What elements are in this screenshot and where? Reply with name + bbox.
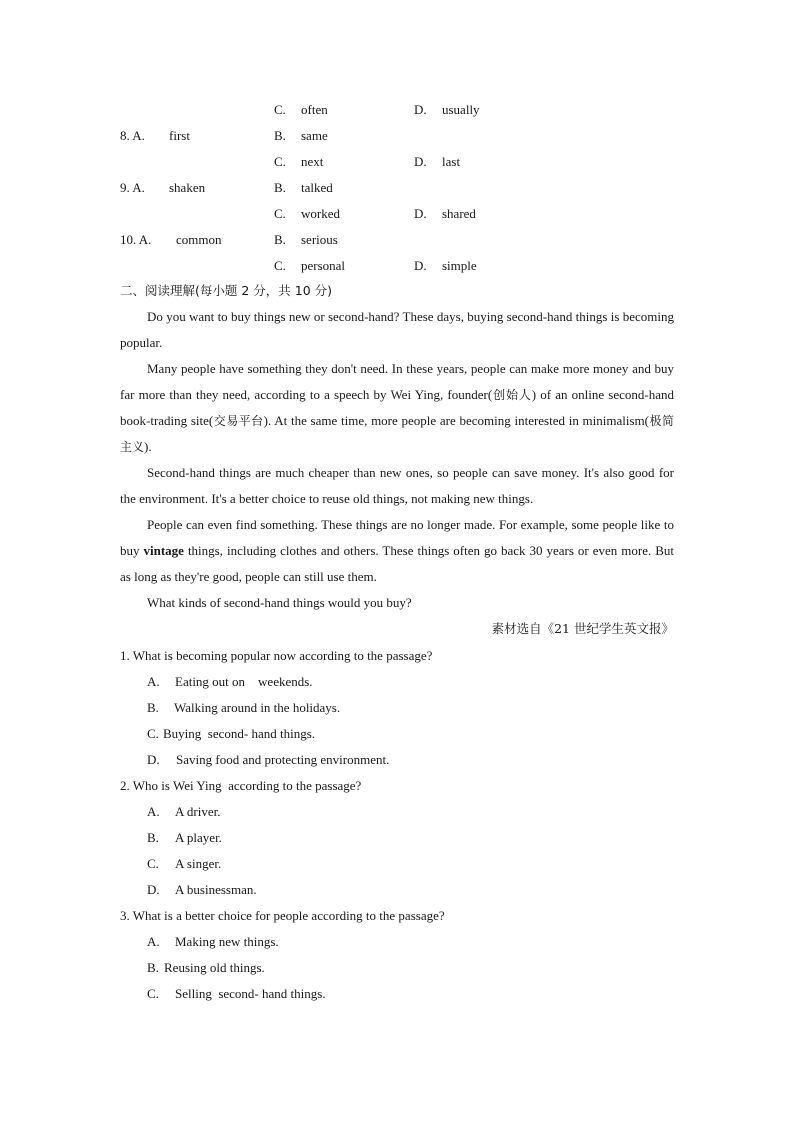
option-letter: C. (274, 154, 286, 169)
option-text: simple (442, 258, 477, 273)
passage-text: ). At the same time, more people are becoming interested in minimalism( (263, 413, 650, 428)
question-number: 9. A. (120, 180, 145, 195)
passage-paragraph-3: Second-hand things are much cheaper than new ones, so people can save money. It's also good for the environment. It's a better choice to reuse old things, not making new things. (120, 465, 674, 506)
option-text: shared (442, 206, 476, 221)
passage-source: 素材选自《21 世纪学生英文报》 (491, 621, 674, 636)
option-text: common (176, 232, 222, 247)
option-letter: C. (274, 206, 286, 221)
passage-paragraph-4 (120, 512, 674, 590)
passage-paragraph-2 (120, 356, 674, 460)
option-letter: D. (414, 258, 427, 273)
option-text: Eating out on weekends. (175, 674, 313, 689)
option-text: worked (301, 206, 340, 221)
question-stem: 3. What is a better choice for people according to the passage? (120, 908, 445, 923)
option-text: next (301, 154, 324, 169)
passage-paragraph-5: What kinds of second-hand things would you buy? (147, 595, 412, 610)
option-letter: B. (274, 180, 286, 195)
option-letter: D. (414, 206, 427, 221)
option-letter: C. (274, 258, 286, 273)
passage-text: ) of an online second-hand book-trading site( (120, 387, 674, 428)
question-number: 8. A. (120, 128, 145, 143)
option-text: usually (442, 102, 480, 117)
question-number: 10. A. (120, 232, 152, 247)
option-letter: C. (274, 102, 286, 117)
option-text: A businessman. (175, 882, 257, 897)
passage-bold-word: vintage (143, 543, 184, 558)
option-letter: B. (147, 960, 159, 975)
option-letter: D. (147, 752, 160, 767)
option-text: A player. (175, 830, 222, 845)
option-letter: B. (147, 700, 159, 715)
passage-text: People can even find something. These things are no longer made. For example, some people like to buy (120, 517, 674, 558)
option-letter: D. (414, 102, 427, 117)
option-text: Selling second- hand things. (175, 986, 326, 1001)
passage-gloss: 极简主义 (120, 414, 674, 454)
passage-gloss: 交易平台 (213, 414, 264, 428)
passage-text: ). (144, 439, 152, 454)
passage-paragraph-1: Do you want to buy things new or second-hand? These days, buying second-hand things is becoming popular. (120, 309, 674, 350)
passage-text: Many people have something they don't need. In these years, people can make more money and buy far more than they need, according to a speech by Wei Ying, founder( (120, 361, 674, 402)
question-stem: 1. What is becoming popular now according to the passage? (120, 648, 433, 663)
passage-gloss: 创始人 (492, 388, 532, 402)
option-text: Making new things. (175, 934, 279, 949)
option-text: shaken (169, 180, 206, 195)
option-text: serious (301, 232, 338, 247)
option-text: A driver. (175, 804, 221, 819)
option-letter: A. (147, 934, 160, 949)
option-letter: B. (274, 128, 286, 143)
option-letter: C. (147, 856, 159, 871)
option-text: Buying second- hand things. (163, 726, 316, 741)
option-letter: C. (147, 986, 159, 1001)
option-text: personal (301, 258, 346, 273)
option-text: last (442, 154, 461, 169)
option-text: Walking around in the holidays. (174, 700, 341, 715)
option-text: Saving food and protecting environment. (176, 752, 390, 767)
option-letter: D. (414, 154, 427, 169)
option-text: Reusing old things. (164, 960, 265, 975)
option-letter: D. (147, 882, 160, 897)
section-heading: 二、阅读理解(每小题 2 分，共 10 分) (120, 283, 333, 298)
option-text: A singer. (175, 856, 222, 871)
option-text: first (169, 128, 190, 143)
option-letter: A. (147, 804, 160, 819)
option-text: often (301, 102, 328, 117)
option-text: same (301, 128, 328, 143)
passage-text: things, including clothes and others. These things often go back 30 years or even more. But as long as they're good, people can still use them. (120, 543, 674, 584)
option-text: talked (301, 180, 333, 195)
option-letter: B. (147, 830, 159, 845)
option-letter: B. (274, 232, 286, 247)
question-stem: 2. Who is Wei Ying according to the passage? (120, 778, 362, 793)
option-letter: C. (147, 726, 159, 741)
option-letter: A. (147, 674, 160, 689)
